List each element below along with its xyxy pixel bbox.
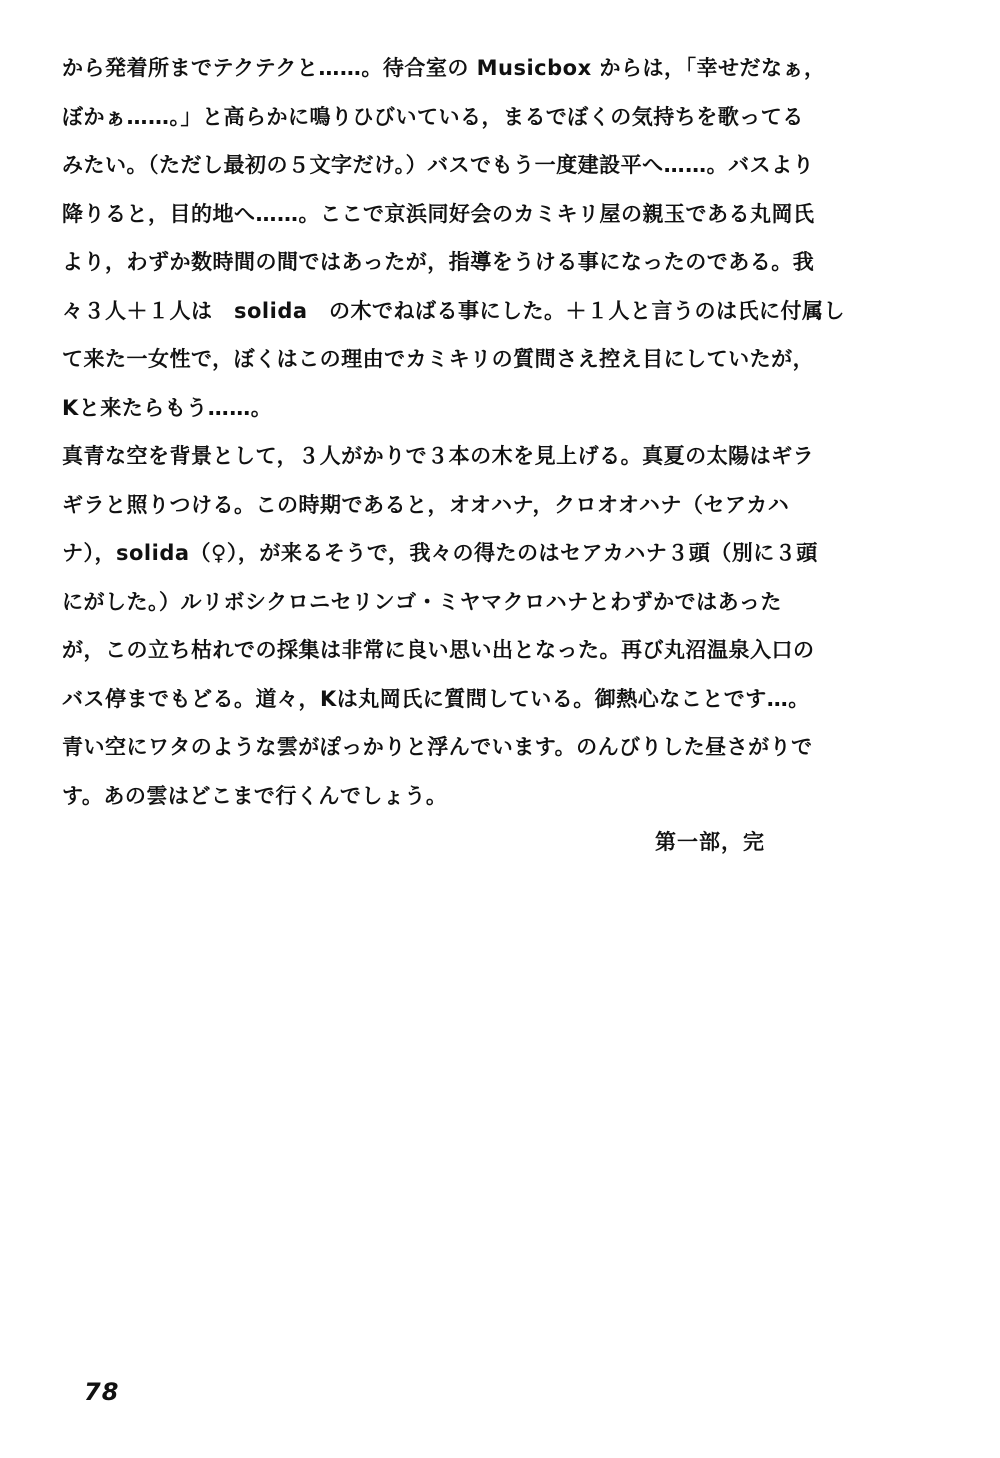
text-line: Kと来たらもう……。 — [62, 395, 273, 420]
text-line: 々３人＋１人は solida の木でねばる事にした。＋１人と言うのは氏に付属し — [62, 298, 846, 323]
text-line: より，わずか数時間の間ではあったが，指導をうける事になったのである。我 — [62, 250, 815, 274]
body-text — [62, 44, 942, 820]
text-line: にがした。）ルリボシクロニセリンゴ・ミヤマクロハナとわずかではあった — [62, 589, 782, 614]
page-number: 78 — [84, 1378, 120, 1406]
text-line: す。あの雲はどこまで行くんでしょう。 — [62, 783, 448, 808]
text-line: ナ），solida（♀），が来るそうで，我々の得たのはセアカハナ３頭（別に３頭 — [62, 541, 818, 565]
text-line: みたい。（ただし最初の５文字だけ。）バスでもう一度建設平へ……。バスより — [62, 153, 815, 177]
text-line: ギラと照りつける。この時期であると，オオハナ，クロオオハナ（セアカハ — [62, 492, 790, 517]
text-line: 青い空にワタのような雲がぽっかりと浮んでいます。のんびりした昼さがりで — [62, 735, 813, 759]
text-line: 真青な空を背景として，３人がかりで３本の木を見上げる。真夏の太陽はギラ — [62, 444, 815, 468]
text-line: が，この立ち枯れでの採集は非常に良い思い出となった。再び丸沼温泉入口の — [62, 638, 815, 662]
text-line: バス停までもどる。道々，Kは丸岡氏に質問している。御熱心なことです…。 — [62, 686, 810, 711]
text-line: 降りると，目的地へ……。ここで京浜同好会のカミキリ屋の親玉である丸岡氏 — [62, 201, 815, 226]
text-line: て来た一女性で，ぼくはこの理由でカミキリの質問さえ控え目にしていたが， — [62, 347, 815, 371]
text-line: ぼかぁ……。」と高らかに鳴りひびいている，まるでぼくの気持ちを歌ってる — [62, 104, 804, 129]
text-line: から発着所までテクテクと……。待合室の Musicbox からは，「幸せだなぁ， — [62, 56, 826, 80]
part-end-label: 第一部，完 — [655, 830, 765, 854]
